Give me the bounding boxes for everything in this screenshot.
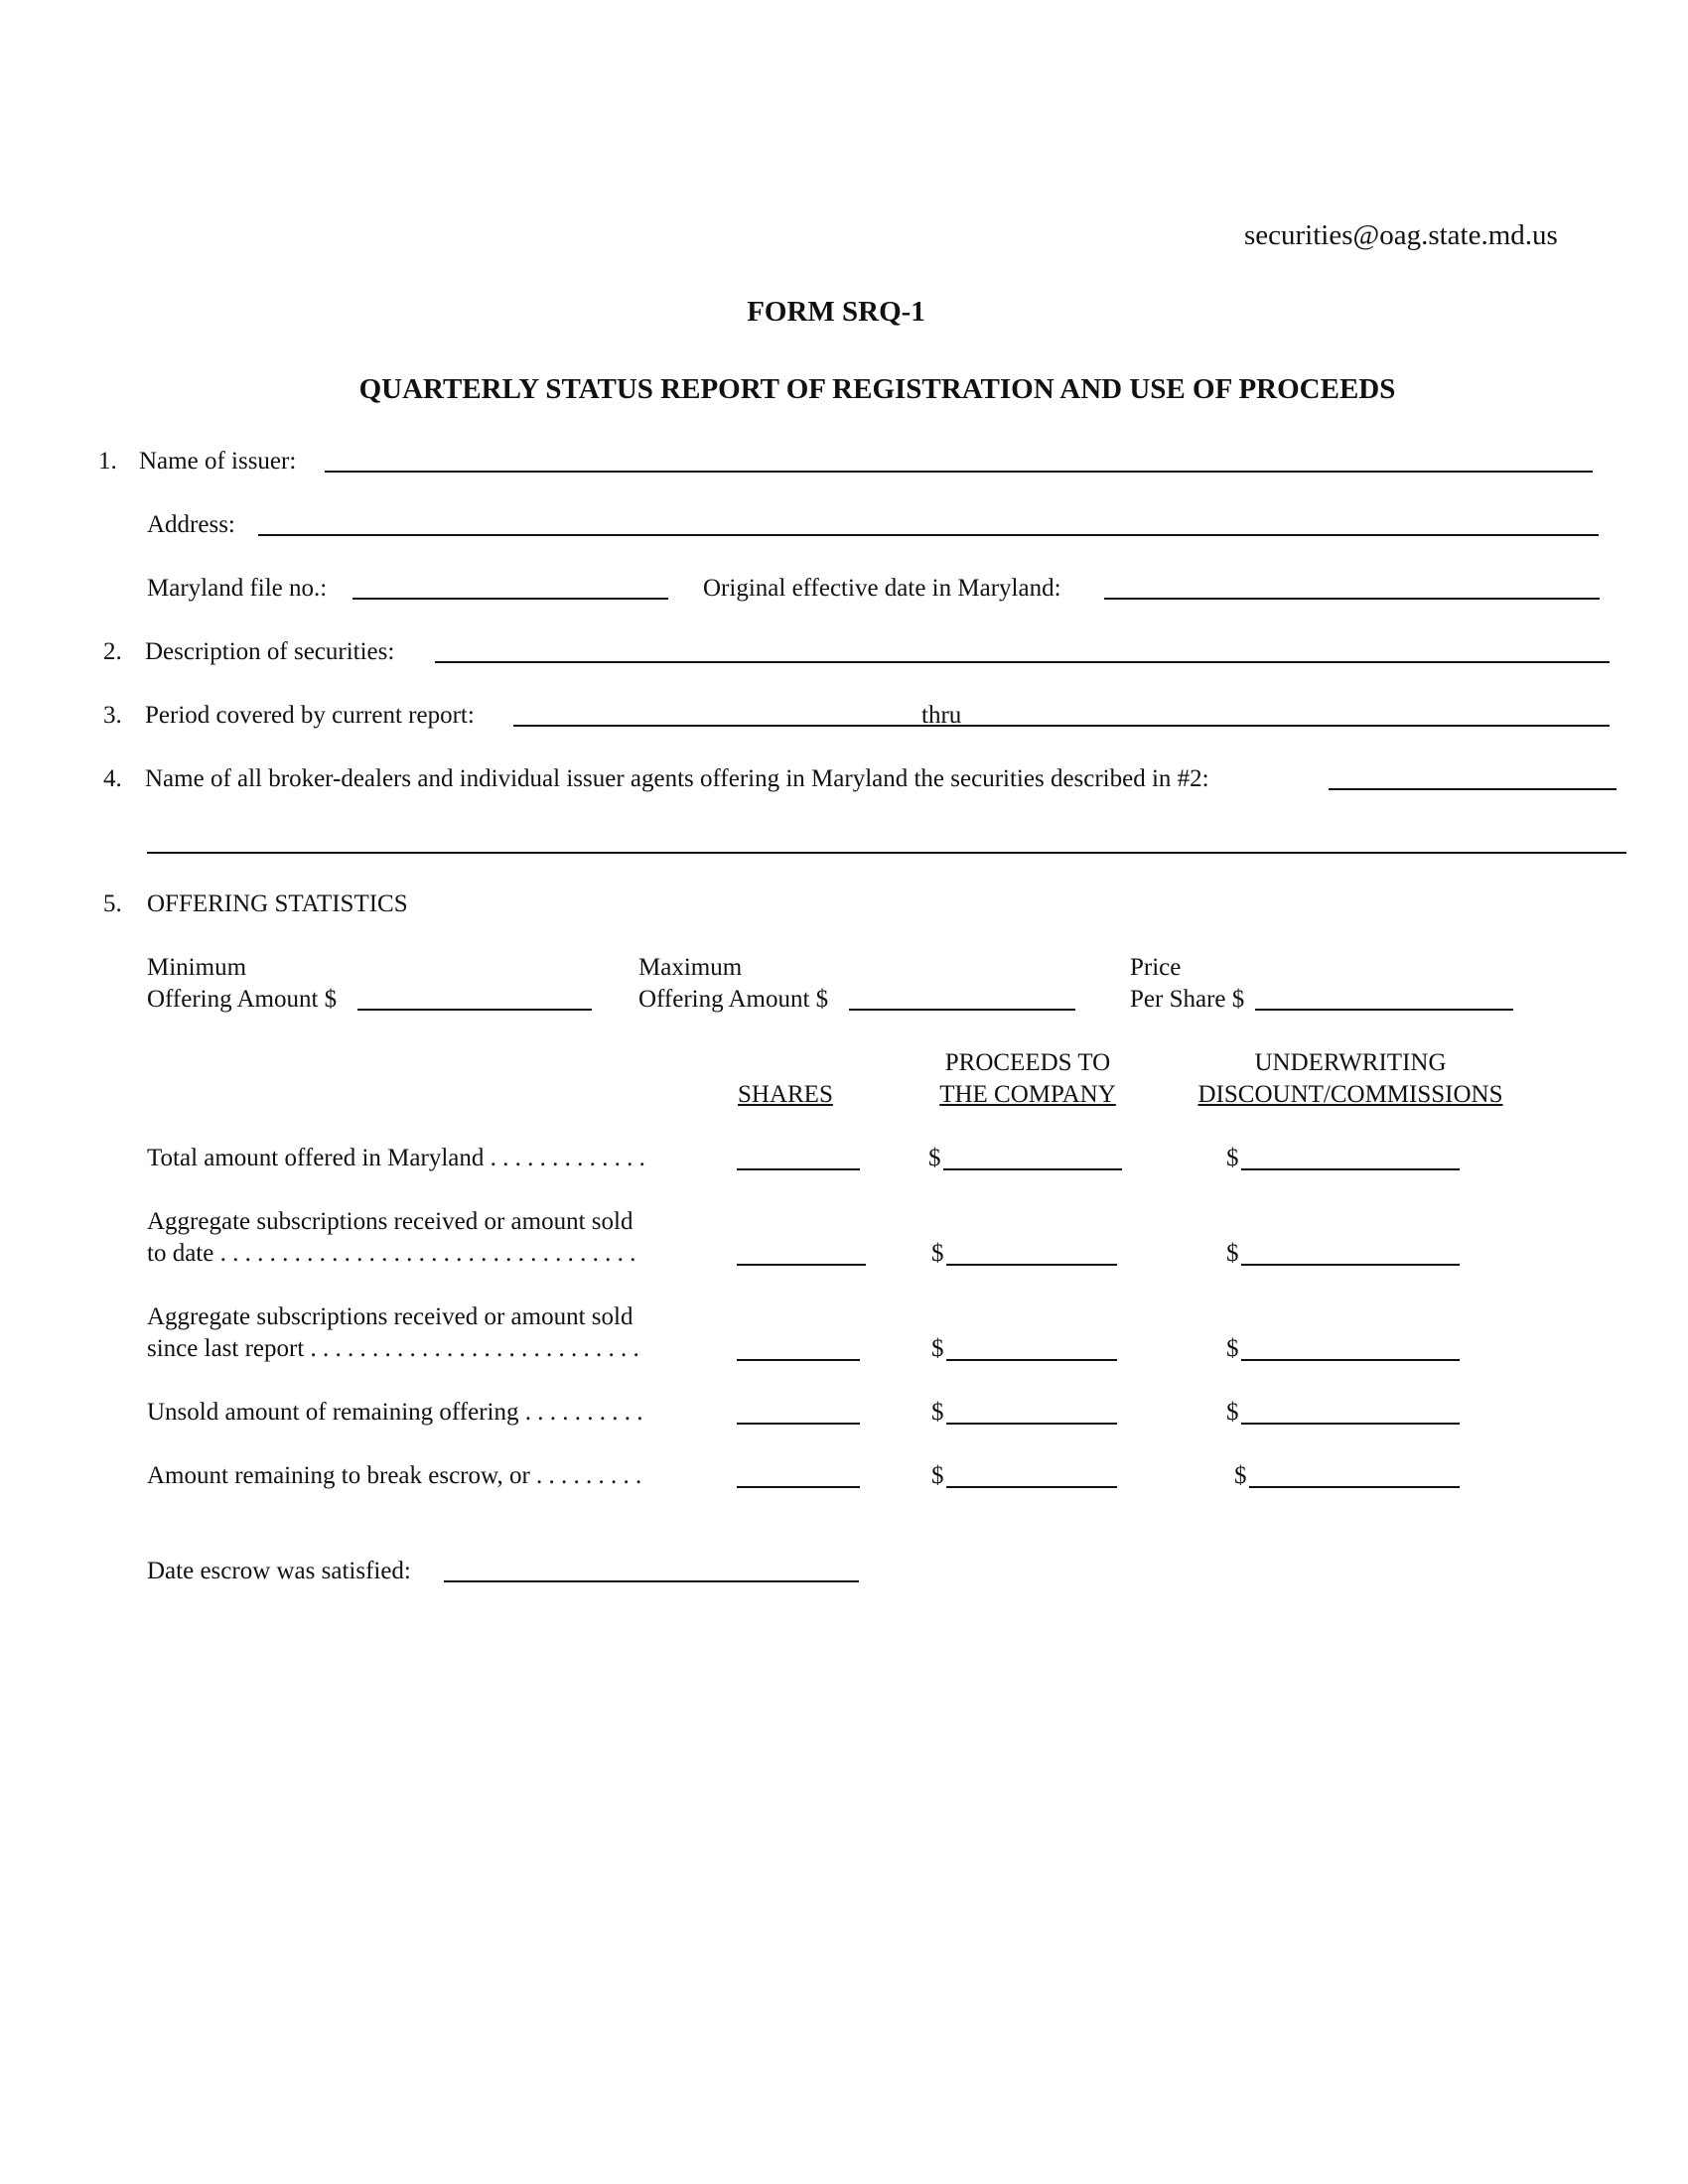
min-offering-line [357, 1009, 592, 1011]
dollar-sign: $ [1226, 1399, 1239, 1426]
row-shares-line [737, 1168, 860, 1170]
period-start-input[interactable] [513, 697, 918, 725]
max-offering-label-2: Offering Amount $ [638, 986, 829, 1013]
row-shares-input[interactable] [737, 1236, 874, 1264]
row-label-line-2: since last report . . . . . . . . . . . . . . . . . . . . . . . . . . . [147, 1335, 639, 1362]
item-1-number: 1. [98, 448, 117, 475]
period-end-input[interactable] [973, 697, 1618, 725]
description-input[interactable] [435, 633, 1618, 661]
row-underwriting-line [1249, 1486, 1460, 1488]
row-shares-line [737, 1264, 866, 1266]
escrow-date-line [444, 1580, 859, 1582]
row-underwriting-line [1241, 1168, 1460, 1170]
row-shares-input[interactable] [737, 1331, 868, 1359]
description-label: Description of securities: [145, 638, 395, 665]
row-label: Aggregate subscriptions received or amount sold [147, 1303, 633, 1330]
row-label: Unsold amount of remaining offering . . . . . . . . . . [147, 1399, 643, 1426]
period-label: Period covered by current report: [145, 702, 475, 729]
row-proceeds-line [946, 1359, 1117, 1361]
effective-date-line [1104, 598, 1600, 600]
dollar-sign: $ [931, 1335, 944, 1362]
row-proceeds-line [946, 1486, 1117, 1488]
price-label-2: Per Share $ [1130, 986, 1245, 1013]
col-header-shares: SHARES [738, 1081, 833, 1108]
row-underwriting-line [1241, 1423, 1460, 1425]
broker-dealers-line-2 [147, 852, 1626, 854]
file-no-label: Maryland file no.: [147, 575, 328, 602]
issuer-name-line [325, 471, 1593, 473]
contact-email: securities@oag.state.md.us [1244, 219, 1558, 251]
col-header-underwriting-2: DISCOUNT/COMMISSIONS [1197, 1081, 1503, 1108]
row-shares-line [737, 1423, 860, 1425]
dollar-sign: $ [1226, 1145, 1239, 1171]
row-underwriting-input[interactable] [1241, 1141, 1468, 1168]
escrow-date-label: Date escrow was satisfied: [147, 1558, 411, 1584]
row-underwriting-input[interactable] [1241, 1236, 1468, 1264]
row-underwriting-input[interactable] [1241, 1395, 1468, 1423]
broker-dealers-input-1[interactable] [1329, 760, 1624, 788]
row-proceeds-line [943, 1168, 1122, 1170]
row-shares-input[interactable] [737, 1458, 868, 1486]
row-proceeds-input[interactable] [946, 1458, 1125, 1486]
address-line [258, 534, 1599, 536]
row-underwriting-line [1241, 1264, 1460, 1266]
row-underwriting-input[interactable] [1249, 1458, 1468, 1486]
row-label-line-2: to date . . . . . . . . . . . . . . . . . . . . . . . . . . . . . . . . . . [147, 1240, 636, 1267]
dollar-sign: $ [1226, 1240, 1239, 1267]
row-shares-line [737, 1486, 860, 1488]
broker-dealers-input-2[interactable] [147, 824, 1634, 852]
file-no-line [352, 598, 668, 600]
price-label-1: Price [1130, 954, 1182, 981]
address-label: Address: [147, 511, 235, 538]
row-proceeds-input[interactable] [946, 1395, 1125, 1423]
item-5-number: 5. [103, 890, 122, 917]
item-3-number: 3. [103, 702, 122, 729]
row-proceeds-input[interactable] [946, 1331, 1125, 1359]
file-no-input[interactable] [352, 570, 676, 598]
period-line [513, 725, 1610, 727]
form-title: QUARTERLY STATUS REPORT OF REGISTRATION AND USE OF PROCEEDS [358, 373, 1396, 405]
row-proceeds-line [946, 1423, 1117, 1425]
max-offering-label-1: Maximum [638, 954, 743, 981]
dollar-sign: $ [931, 1462, 944, 1489]
item-2-number: 2. [103, 638, 122, 665]
dollar-sign: $ [928, 1145, 941, 1171]
price-line [1255, 1009, 1513, 1011]
min-offering-input[interactable] [357, 981, 600, 1009]
dollar-sign: $ [1234, 1462, 1247, 1489]
col-header-proceeds-1: PROCEEDS TO [944, 1049, 1111, 1076]
min-offering-label-2: Offering Amount $ [147, 986, 338, 1013]
row-label: Total amount offered in Maryland . . . . . . . . . . . . . [147, 1145, 645, 1171]
broker-dealers-line-1 [1329, 788, 1617, 790]
dollar-sign: $ [931, 1240, 944, 1267]
row-shares-input[interactable] [737, 1395, 868, 1423]
offering-statistics-title: OFFERING STATISTICS [147, 890, 408, 917]
price-input[interactable] [1255, 981, 1521, 1009]
col-header-proceeds-2: THE COMPANY [939, 1081, 1116, 1108]
description-line [435, 661, 1610, 663]
min-offering-label-1: Minimum [147, 954, 247, 981]
row-underwriting-line [1241, 1359, 1460, 1361]
row-underwriting-input[interactable] [1241, 1331, 1468, 1359]
effective-date-label: Original effective date in Maryland: [703, 575, 1061, 602]
effective-date-input[interactable] [1104, 570, 1608, 598]
row-proceeds-input[interactable] [946, 1236, 1125, 1264]
max-offering-input[interactable] [849, 981, 1083, 1009]
row-proceeds-input[interactable] [943, 1141, 1130, 1168]
row-shares-line [737, 1359, 860, 1361]
address-input[interactable] [258, 506, 1607, 534]
row-label: Amount remaining to break escrow, or . . . . . . . . . [147, 1462, 642, 1489]
escrow-date-input[interactable] [444, 1553, 867, 1580]
item-4-number: 4. [103, 765, 122, 792]
row-proceeds-line [946, 1264, 1117, 1266]
dollar-sign: $ [931, 1399, 944, 1426]
row-label: Aggregate subscriptions received or amount sold [147, 1208, 633, 1235]
max-offering-line [849, 1009, 1075, 1011]
col-header-underwriting-1: UNDERWRITING [1254, 1049, 1447, 1076]
dollar-sign: $ [1226, 1335, 1239, 1362]
row-shares-input[interactable] [737, 1141, 868, 1168]
broker-dealers-label: Name of all broker-dealers and individual issuer agents offering in Maryland the securities described in #2: [145, 765, 1209, 792]
issuer-name-input[interactable] [325, 443, 1601, 471]
issuer-name-label: Name of issuer: [139, 448, 297, 475]
form-id: FORM SRQ-1 [747, 296, 925, 328]
period-thru-text: thru [921, 702, 962, 729]
